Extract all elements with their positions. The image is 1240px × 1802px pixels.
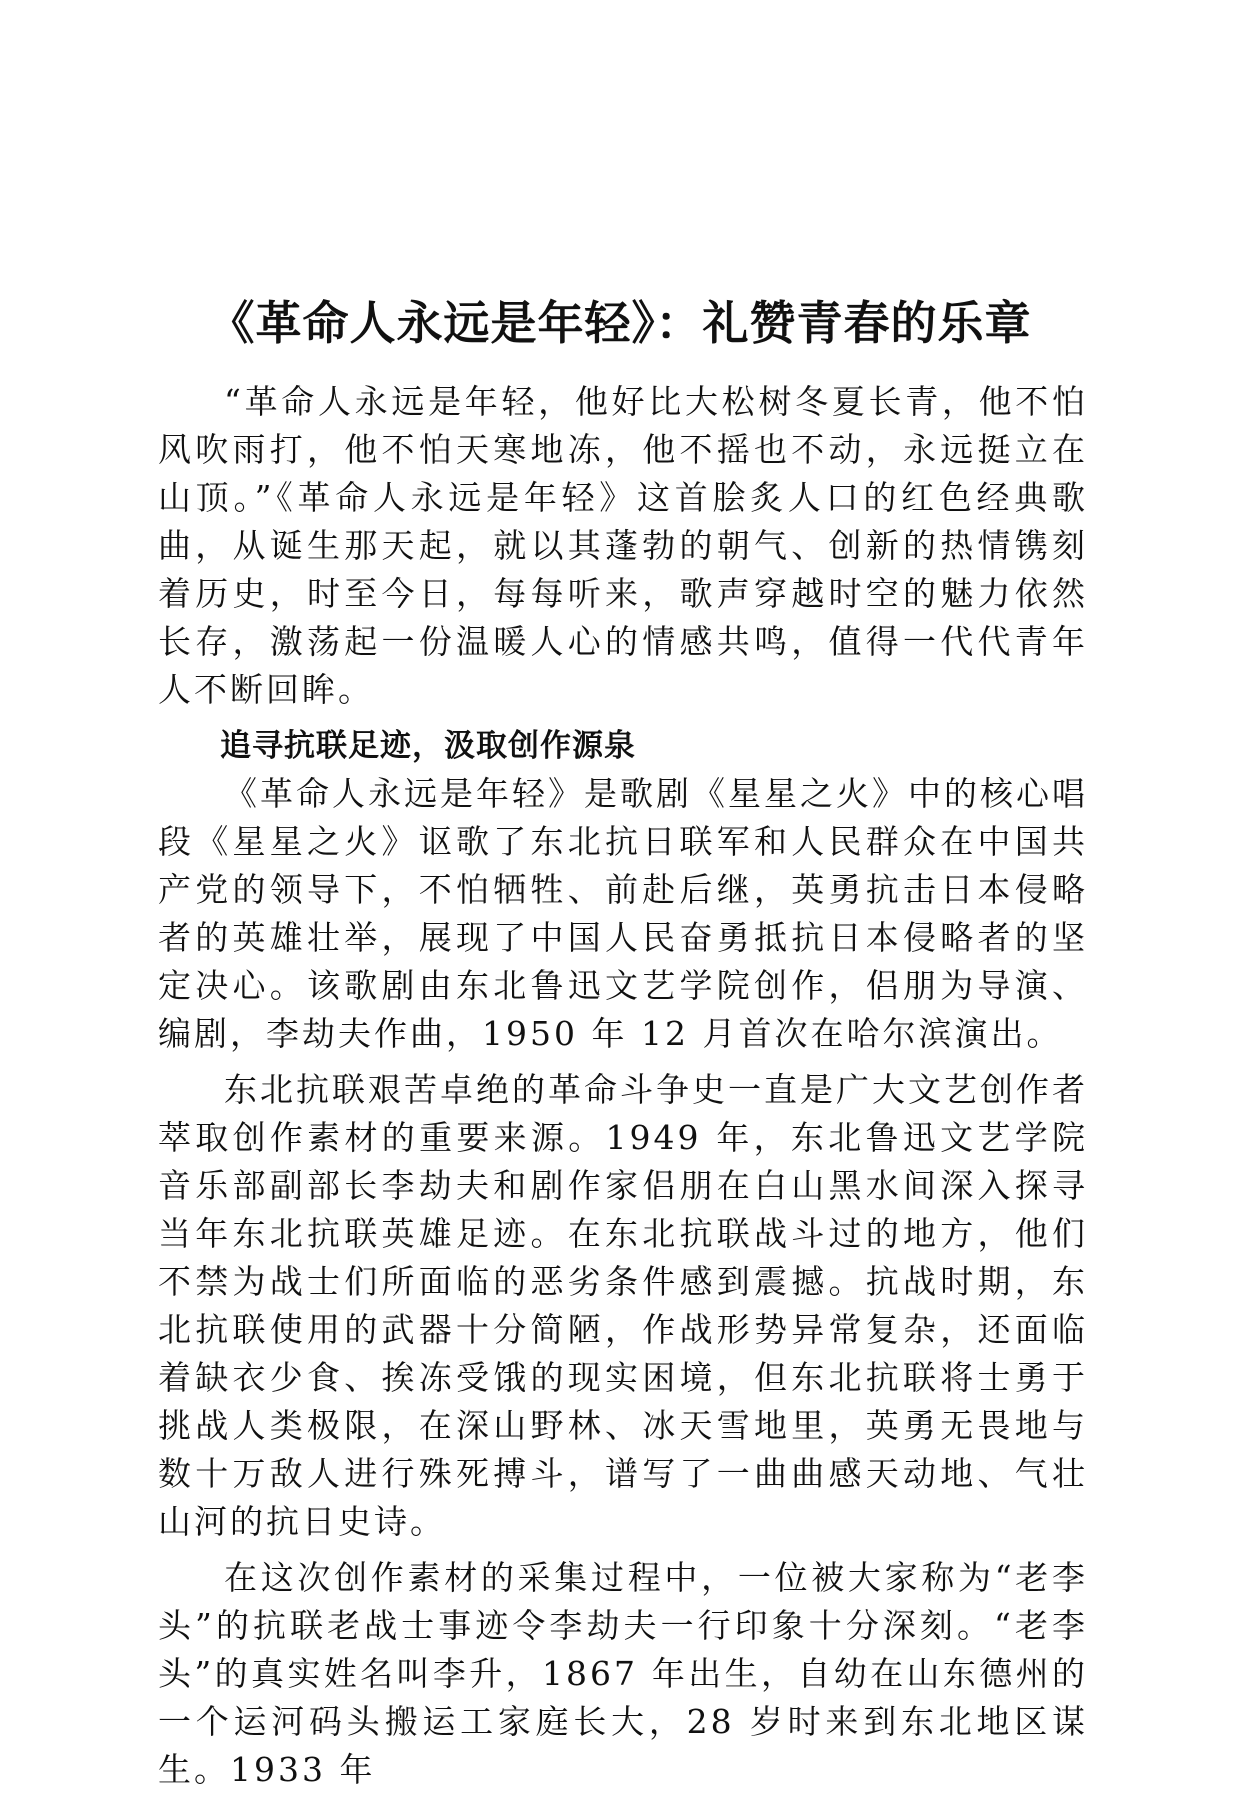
section-paragraph-1: 《革命人永远是年轻》是歌剧《星星之火》中的核心唱段《星星之火》讴歌了东北抗日联军和人民群众在中国共产党的领导下，不怕牺牲、前赴后继，英勇抗击日本侵略者的英雄壮举，展现了中国人民奋勇抵抗日本侵略者的坚定决心。该歌剧由东北鲁迅文艺学院创作，侣朋为导演、编剧，李劫夫作曲，1950 年 12 月首次在哈尔滨演出。: [158, 774, 1088, 1053]
document-title: 《革命人永远是年轻》：礼赞青春的乐章: [208, 295, 1032, 350]
document-body: [158, 378, 1088, 1802]
section-paragraph-2: 东北抗联艰苦卓绝的革命斗争史一直是广大文艺创作者萃取创作素材的重要来源。1949 年，东北鲁迅文艺学院音乐部副部长李劫夫和剧作家侣朋在白山黑水间深入探寻当年东北抗联英雄足迹。在东北抗联战斗过的地方，他们不禁为战士们所面临的恶劣条件感到震撼。抗战时期，东北抗联使用的武器十分简陋，作战形势异常复杂，还面临着缺衣少食、挨冻受饿的现实困境，但东北抗联将士勇于挑战人类极限，在深山野林、冰天雪地里，英勇无畏地与数十万敌人进行殊死搏斗，谱写了一曲曲感天动地、气壮山河的抗日史诗。: [158, 1070, 1088, 1541]
section-heading: 追寻抗联足迹，汲取创作源泉: [220, 728, 636, 764]
intro-paragraph: “革命人永远是年轻，他好比大松树冬夏长青，他不怕风吹雨打，他不怕天寒地冻，他不摇也不动，永远挺立在山顶。”《革命人永远是年轻》这首脍炙人口的红色经典歌曲，从诞生那天起，就以其蓬勃的朝气、创新的热情镌刻着历史，时至今日，每每听来，歌声穿越时空的魅力依然长存，激荡起一份温暖人心的情感共鸣，值得一代代青年人不断回眸。: [158, 382, 1088, 709]
section-paragraph-3: 在这次创作素材的采集过程中，一位被大家称为“老李头”的抗联老战士事迹令李劫夫一行印象十分深刻。“老李头”的真实姓名叫李升，1867 年出生，自幼在山东德州的一个运河码头搬运工家庭长大，28 岁时来到东北地区谋生。1933 年: [158, 1558, 1088, 1789]
